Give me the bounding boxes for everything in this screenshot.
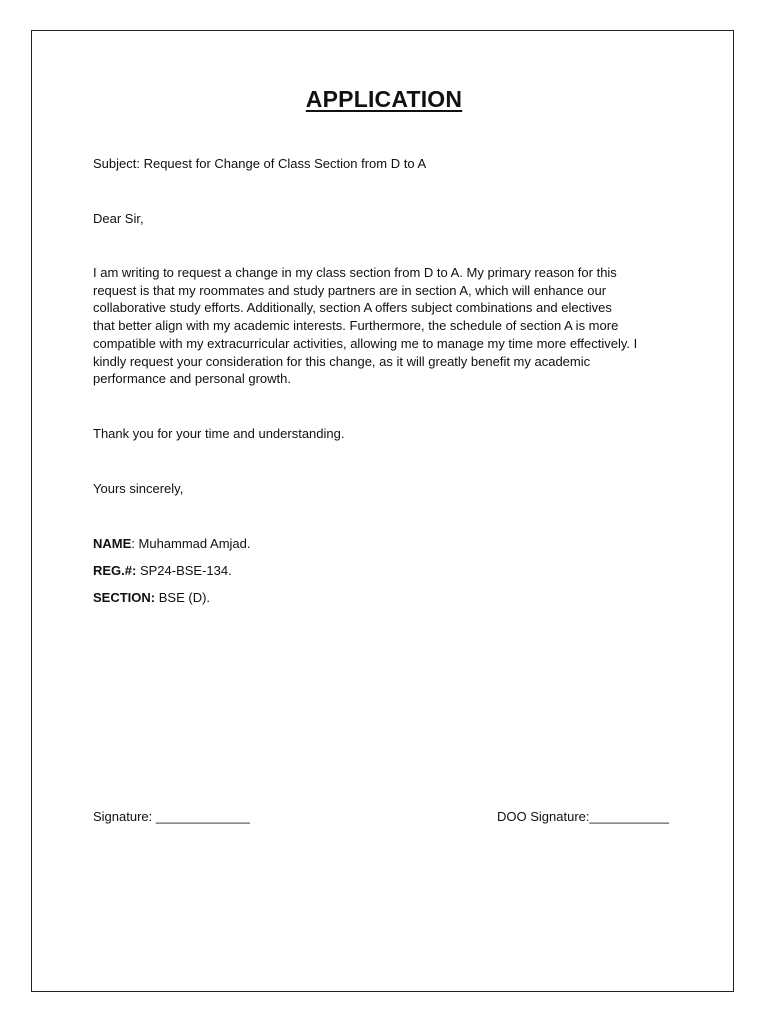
page-border bbox=[31, 30, 734, 992]
name-label: NAME bbox=[93, 536, 132, 551]
body-line: performance and personal growth. bbox=[93, 371, 292, 387]
body-line: I am writing to request a change in my class section from D to A. My primary reason for this bbox=[93, 265, 617, 280]
closing-line: Yours sincerely, bbox=[93, 481, 184, 496]
reg-field bbox=[93, 562, 232, 580]
reg-label: REG.#: bbox=[93, 563, 137, 578]
section-field bbox=[93, 589, 210, 607]
subject-line: Subject: Request for Change of Class Section from D to A bbox=[93, 156, 427, 171]
section-label: SECTION: bbox=[93, 590, 156, 605]
signature-left: Signature: _____________ bbox=[93, 809, 250, 824]
salutation: Dear Sir, bbox=[93, 211, 144, 226]
section-value: BSE (D). bbox=[155, 590, 211, 605]
body-line: collaborative study efforts. Additionally, section A offers subject combinations and electives bbox=[93, 300, 612, 316]
body-line: compatible with my extracurricular activities, allowing me to manage my time more effectively. I bbox=[93, 335, 638, 351]
body-line: that better align with my academic interests. Furthermore, the schedule of section A is more bbox=[93, 318, 619, 334]
reg-value: SP24-BSE-134. bbox=[136, 563, 232, 578]
name-value: : Muhammad Amjad. bbox=[131, 536, 251, 551]
body-paragraph bbox=[93, 264, 683, 388]
body-line: request is that my roommates and study partners are in section A, which will enhance our bbox=[93, 282, 607, 298]
body-line: kindly request your consideration for this change, as it will greatly benefit my academic bbox=[93, 353, 591, 369]
document-title: APPLICATION bbox=[305, 86, 463, 112]
name-field bbox=[93, 535, 251, 553]
doo-signature: DOO Signature:___________ bbox=[497, 809, 670, 824]
thanks-line: Thank you for your time and understanding. bbox=[93, 426, 345, 441]
